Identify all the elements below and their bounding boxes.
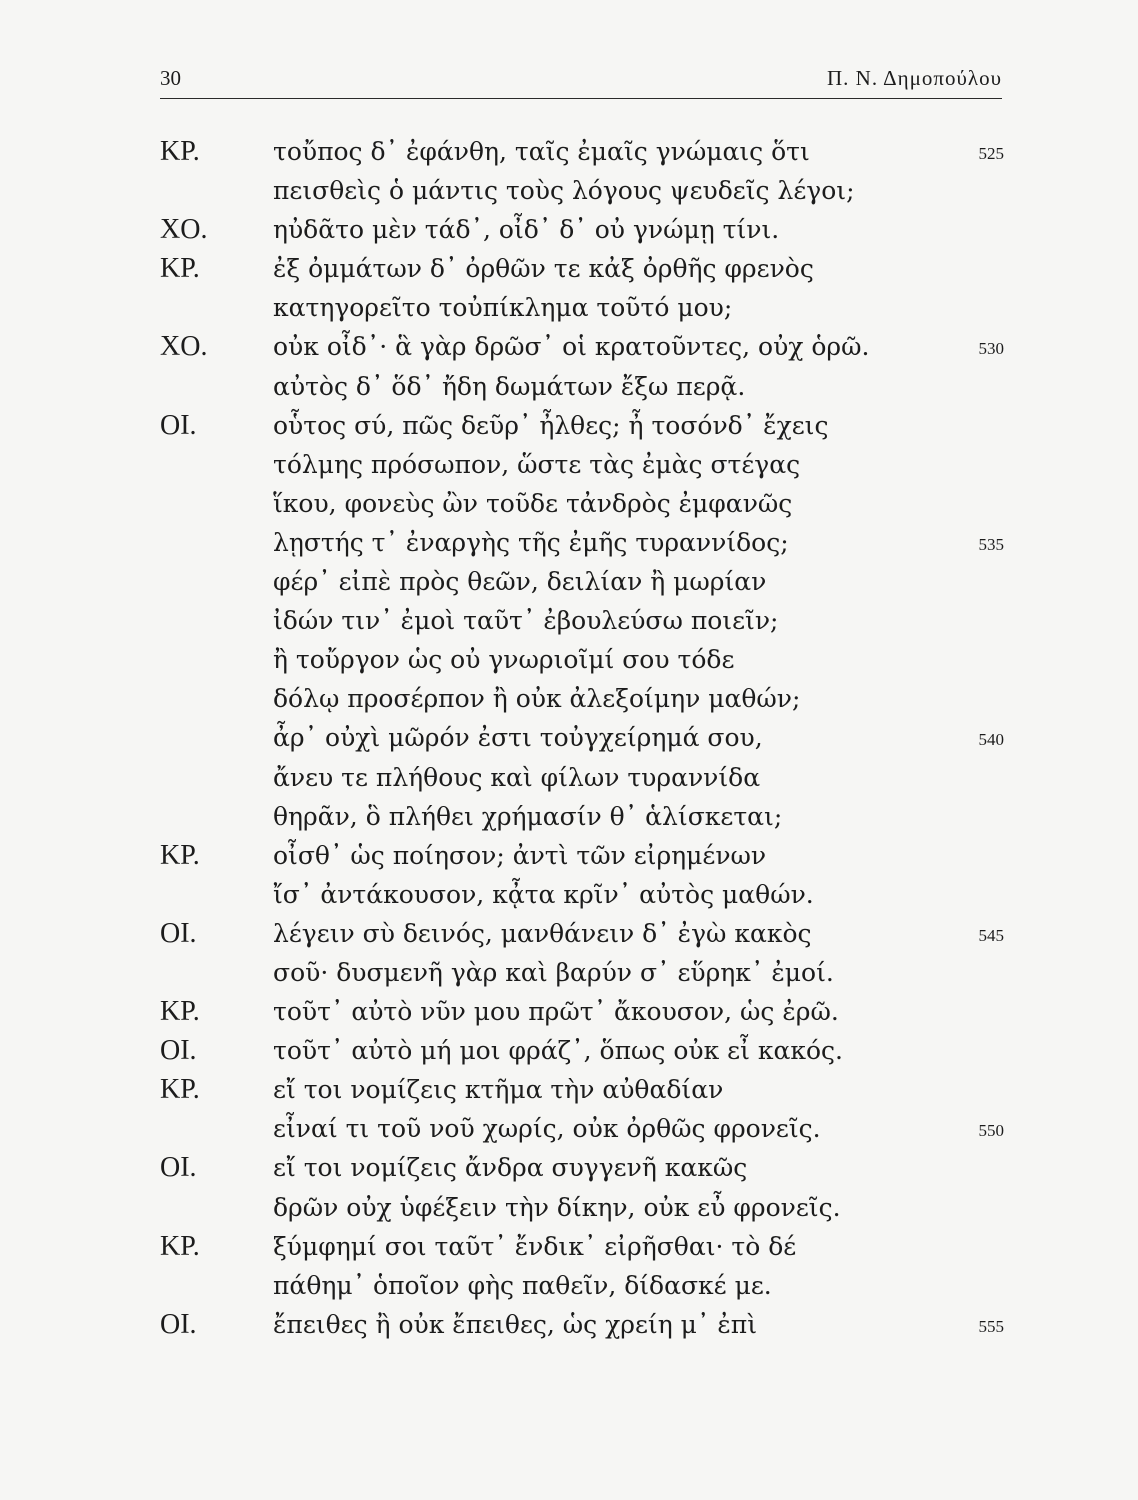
verse-text: δόλῳ προσέρπον ἢ οὐκ ἀλεξοίμην μαθών; — [273, 684, 801, 714]
verse-text: λῃστής τ᾽ ἐναργὴς τῆς ἐμῆς τυραννίδος; — [273, 527, 789, 557]
verse-line — [0, 797, 1138, 836]
verse-line — [0, 875, 1138, 914]
verse-line — [0, 953, 1138, 992]
verse-text: οὐκ οἶδ᾽· ἃ γὰρ δρῶσ᾽ οἱ κρατοῦντες, οὐχ ὁρῶ. — [273, 332, 870, 362]
line-number: 525 — [978, 144, 1004, 163]
verse-text: ἰδών τιν᾽ ἐμοὶ ταῦτ᾽ ἐβουλεύσω ποιεῖν; — [273, 606, 779, 636]
speaker-label: ΚΡ. — [160, 1230, 200, 1262]
verse-line — [0, 132, 1138, 171]
verse-line — [0, 758, 1138, 797]
verse-line — [0, 562, 1138, 601]
verse-text: ἐξ ὀμμάτων δ᾽ ὀρθῶν τε κἀξ ὀρθῆς φρενὸς — [273, 254, 814, 284]
speaker-label: ΟΙ. — [160, 1035, 197, 1067]
verse-line — [0, 1305, 1138, 1344]
verse-text: ἄνευ τε πλήθους καὶ φίλων τυραννίδα — [273, 762, 761, 792]
verse-line — [0, 249, 1138, 288]
verse-line — [0, 679, 1138, 718]
speaker-label: ΚΡ. — [160, 136, 200, 167]
speaker-label: ΟΙ. — [160, 409, 197, 441]
verse-text: λέγειν σὺ δεινός, μανθάνειν δ᾽ ἐγὼ κακὸς — [273, 918, 812, 948]
verse-text: εἴ τοι νομίζεις ἄνδρα συγγενῆ κακῶς — [273, 1153, 748, 1183]
verse-text: κατηγορεῖτο τοὐπίκλημα τοῦτό μου; — [273, 293, 733, 323]
speaker-label: ΚΡ. — [160, 1074, 200, 1106]
line-number: 550 — [978, 1121, 1004, 1141]
verse-block — [0, 132, 1138, 1344]
verse-line — [0, 1227, 1138, 1266]
verse-text: ἔπειθες ἢ οὐκ ἔπειθες, ὡς χρείη μ᾽ ἐπὶ — [273, 1309, 757, 1339]
line-number: 530 — [978, 339, 1004, 359]
verse-text: εἶναί τι τοῦ νοῦ χωρίς, οὐκ ὀρθῶς φρονεῖς. — [273, 1114, 821, 1144]
verse-line — [0, 914, 1138, 953]
page-number: 30 — [160, 66, 181, 90]
verse-line — [0, 1188, 1138, 1227]
verse-text: ξύμφημί σοι ταῦτ᾽ ἔνδικ᾽ εἰρῆσθαι· τὸ δέ — [273, 1231, 797, 1261]
verse-text: αὐτὸς δ᾽ ὅδ᾽ ἤδη δωμάτων ἔξω περᾷ. — [273, 371, 746, 401]
verse-line — [0, 210, 1138, 249]
verse-text: ηὐδᾶτο μὲν τάδ᾽, οἶδ᾽ δ᾽ οὐ γνώμῃ τίνι. — [273, 215, 780, 245]
page-header — [160, 62, 1002, 99]
verse-line — [0, 992, 1138, 1031]
verse-text: ἢ τοὔργον ὡς οὐ γνωριοῖμί σου τόδε — [273, 645, 735, 675]
verse-line — [0, 1031, 1138, 1070]
verse-line — [0, 1070, 1138, 1109]
verse-text: ἴσ᾽ ἀντάκουσον, κᾆτα κρῖν᾽ αὐτὸς μαθών. — [273, 879, 814, 909]
verse-text: φέρ᾽ εἰπὲ πρὸς θεῶν, δειλίαν ἢ μωρίαν — [273, 567, 767, 597]
speaker-label: ΟΙ. — [160, 1308, 197, 1340]
verse-line — [0, 171, 1138, 210]
line-number: 535 — [978, 534, 1004, 554]
verse-line — [0, 367, 1138, 406]
speaker-label: ΚΡ. — [160, 839, 200, 871]
verse-text: τόλμης πρόσωπον, ὥστε τὰς ἐμὰς στέγας — [273, 449, 801, 479]
speaker-label: ΟΙ. — [160, 917, 197, 949]
speaker-label: ΧΟ. — [160, 331, 208, 363]
verse-text: πεισθεὶς ὁ μάντις τοὺς λόγους ψευδεῖς λέγοι; — [273, 176, 855, 206]
speaker-label: ΚΡ. — [160, 253, 200, 285]
verse-text: σοῦ· δυσμενῆ γὰρ καὶ βαρύν σ᾽ εὕρηκ᾽ ἐμοί. — [273, 957, 834, 987]
verse-line — [0, 1148, 1138, 1187]
speaker-label: ΟΙ. — [160, 1152, 197, 1184]
line-number: 540 — [978, 730, 1004, 750]
verse-line — [0, 484, 1138, 523]
verse-text: ἆρ᾽ οὐχὶ μῶρόν ἐστι τοὐγχείρημά σου, — [273, 723, 763, 753]
verse-line — [0, 288, 1138, 327]
verse-text: οὗτος σύ, πῶς δεῦρ᾽ ἦλθες; ἦ τοσόνδ᾽ ἔχεις — [273, 410, 829, 440]
verse-text: οἶσθ᾽ ὡς ποίησον; ἀντὶ τῶν εἰρημένων — [273, 840, 767, 870]
running-head: Π. Ν. Δημοπούλου — [827, 66, 1002, 90]
verse-text: τοὔπος δ᾽ ἐφάνθη, ταῖς ἐμαῖς γνώμαις ὅτι — [273, 137, 810, 166]
verse-line — [0, 523, 1138, 562]
verse-text: ἵκου, φονεὺς ὢν τοῦδε τἀνδρὸς ἐμφανῶς — [273, 488, 793, 518]
verse-line — [0, 640, 1138, 679]
verse-line — [0, 445, 1138, 484]
verse-line — [0, 1109, 1138, 1148]
verse-text: εἴ τοι νομίζεις κτῆμα τὴν αὐθαδίαν — [273, 1075, 724, 1105]
verse-line — [0, 836, 1138, 875]
verse-text: τοῦτ᾽ αὐτὸ νῦν μου πρῶτ᾽ ἄκουσον, ὡς ἐρῶ. — [273, 997, 839, 1027]
speaker-label: ΚΡ. — [160, 996, 200, 1028]
verse-line — [0, 327, 1138, 366]
verse-text: πάθημ᾽ ὁποῖον φὴς παθεῖν, δίδασκέ με. — [273, 1270, 772, 1300]
line-number: 545 — [978, 925, 1004, 945]
verse-text: θηρᾶν, ὃ πλήθει χρήμασίν θ᾽ ἁλίσκεται; — [273, 801, 783, 831]
verse-line — [0, 406, 1138, 445]
speaker-label: ΧΟ. — [160, 214, 208, 246]
verse-line — [0, 601, 1138, 640]
verse-text: δρῶν οὐχ ὑφέξειν τὴν δίκην, οὐκ εὖ φρονεῖς. — [273, 1192, 841, 1222]
verse-line — [0, 1266, 1138, 1305]
line-number: 555 — [978, 1316, 1004, 1336]
verse-line — [0, 718, 1138, 757]
verse-text: τοῦτ᾽ αὐτὸ μή μοι φράζ᾽, ὅπως οὐκ εἶ κακός. — [273, 1036, 843, 1066]
